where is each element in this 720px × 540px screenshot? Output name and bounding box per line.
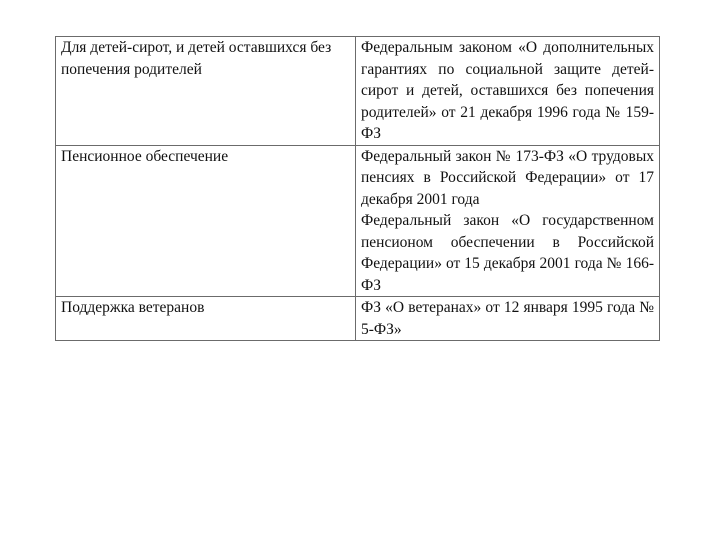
legislation-table (55, 36, 660, 341)
table-row (56, 145, 660, 297)
law-cell (356, 297, 660, 341)
category-cell (56, 297, 356, 341)
law-text: Федеральным законом «О дополнительных гарантиях по социальной защите детей-сирот и детей, оставшихся без попечения родителей» от 21 декабря 1996 года № 159-ФЗ (361, 39, 654, 142)
law-cell (356, 145, 660, 297)
category-text: Поддержка ветеранов (61, 299, 205, 316)
table-row (56, 297, 660, 341)
law-text: ФЗ «О ветеранах» от 12 января 1995 года № 5-ФЗ» (361, 299, 654, 338)
category-text: Пенсионное обеспечение (61, 147, 229, 165)
category-cell (56, 37, 356, 146)
category-cell (56, 145, 356, 297)
law-cell (356, 37, 660, 146)
category-text: Для детей-сирот, и детей оставшихся без попечения родителей (61, 39, 332, 78)
table-row (56, 37, 660, 146)
law-text: Федеральный закон «О государственном пенсионом обеспечении в Российской Федерации» от 15 декабря 2001 года № 166-ФЗ (361, 212, 654, 294)
law-text: Федеральный закон № 173-ФЗ «О трудовых пенсиях в Российской Федерации» от 17 декабря 2001 года (361, 147, 654, 208)
